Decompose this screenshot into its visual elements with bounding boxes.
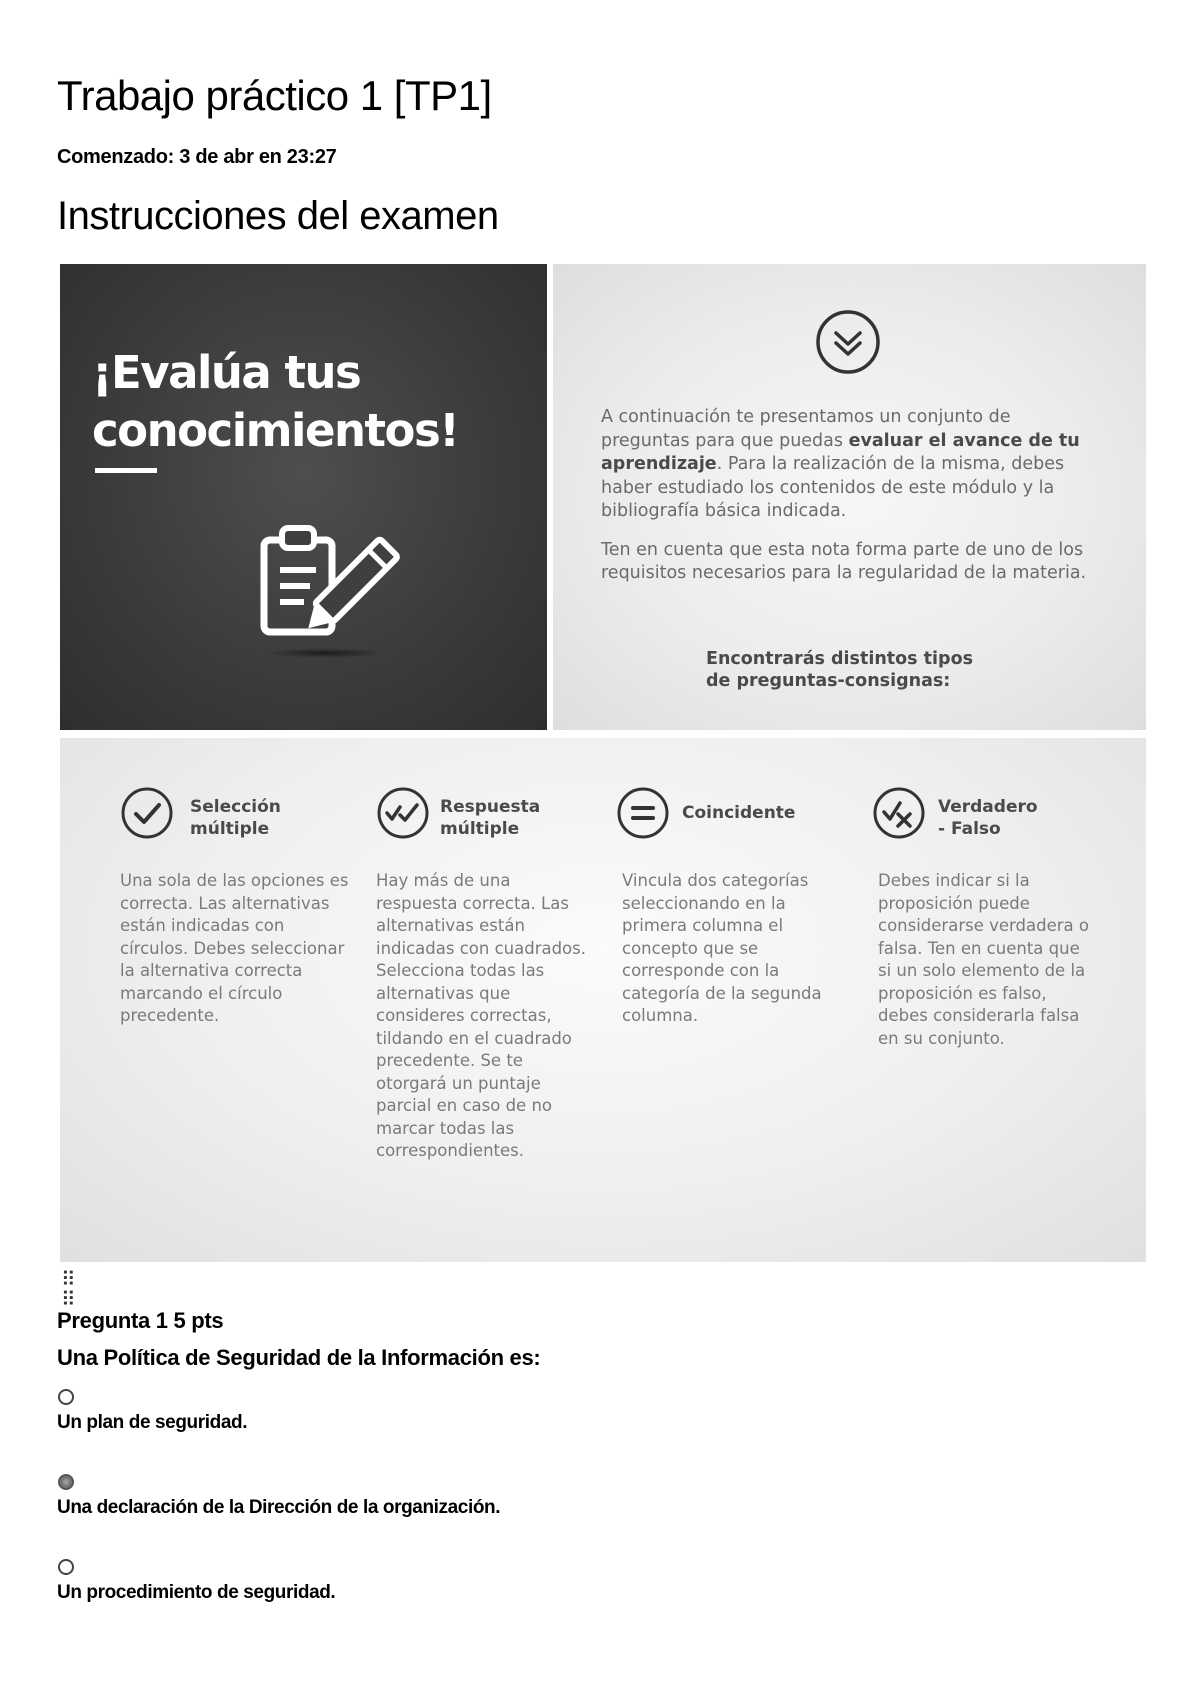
intro-paragraph-2: Ten en cuenta que esta nota forma parte de uno de los requisitos necesarios para la regularidad de la materia.: [601, 539, 1087, 583]
option-2-radio[interactable]: [58, 1474, 74, 1490]
check-x-circle-icon: [872, 786, 926, 840]
question-text: Una Política de Seguridad de la Información es:: [57, 1345, 541, 1370]
intro-paragraph-1: A continuación te presentamos un conjunto de preguntas para que puedas evaluar el avance de tu aprendizaje. Para la realización de la misma, debes haber estudiado los contenidos de este módulo y la bibliografía básica indicada.: [601, 407, 1080, 521]
section-title: Instrucciones del examen: [57, 194, 499, 238]
double-check-circle-icon: [376, 786, 430, 840]
started-timestamp: Comenzado: 3 de abr en 23:27: [57, 146, 337, 168]
equals-circle-icon: [616, 786, 670, 840]
drag-handle-icon[interactable]: ⠿ ⠿: [61, 1269, 74, 1311]
page-title: Trabajo práctico 1 [TP1]: [57, 72, 492, 119]
option-3-radio[interactable]: [58, 1559, 74, 1575]
hero-line-1: ¡Evalúa tus: [92, 346, 361, 399]
intro-text: [601, 406, 1101, 601]
type-description: Hay más de una respuesta correcta. Las alternativas están indicadas con cuadrados. Selecciona todas las alternativas que consideres correctas, tildando en el cuadrado precedente. Se te otorgará un puntaje parcial en caso de no marcar todas las correspondientes.: [376, 871, 586, 1160]
double-chevron-down-icon: [814, 308, 882, 376]
type-description: Debes indicar si la proposición puede considerarse verdadera o falsa. Ten en cuenta que si un solo elemento de la proposición es falso, debes considerarla falsa en su conjunto.: [878, 871, 1089, 1048]
type-title: Verdadero - Falso: [938, 797, 1038, 839]
type-title: Respuesta múltiple: [440, 797, 541, 839]
type-description: Vincula dos categorías seleccionando en la primera columna el concepto que se corresponde con la categoría de la segunda columna.: [622, 871, 822, 1025]
hero-heading: [92, 344, 458, 460]
hero-line-2: conocimientos!: [92, 404, 459, 457]
question-header: Pregunta 1 5 pts: [57, 1308, 224, 1333]
question-types-panel: [60, 738, 1146, 1262]
clipboard-pencil-icon: [260, 518, 400, 648]
intro-panel: [553, 264, 1146, 730]
hero-panel: [60, 264, 547, 730]
option-3-label[interactable]: Un procedimiento de seguridad.: [57, 1582, 336, 1603]
type-title: Coincidente: [682, 803, 796, 823]
type-description: Una sola de las opciones es correcta. Las alternativas están indicadas con círculos. Debes seleccionar la alternativa correcta marcando el círculo precedente.: [120, 871, 349, 1025]
icon-shadow: [265, 648, 385, 658]
check-circle-icon: [120, 786, 174, 840]
hero-underline: [95, 468, 157, 473]
option-1-radio[interactable]: [58, 1389, 74, 1405]
type-title: Selección múltiple: [190, 797, 281, 839]
option-1-label[interactable]: Un plan de seguridad.: [57, 1412, 248, 1433]
option-2-label[interactable]: Una declaración de la Dirección de la organización.: [57, 1497, 501, 1518]
types-heading: Encontrarás distintos tipos de preguntas-consignas:: [706, 649, 974, 691]
